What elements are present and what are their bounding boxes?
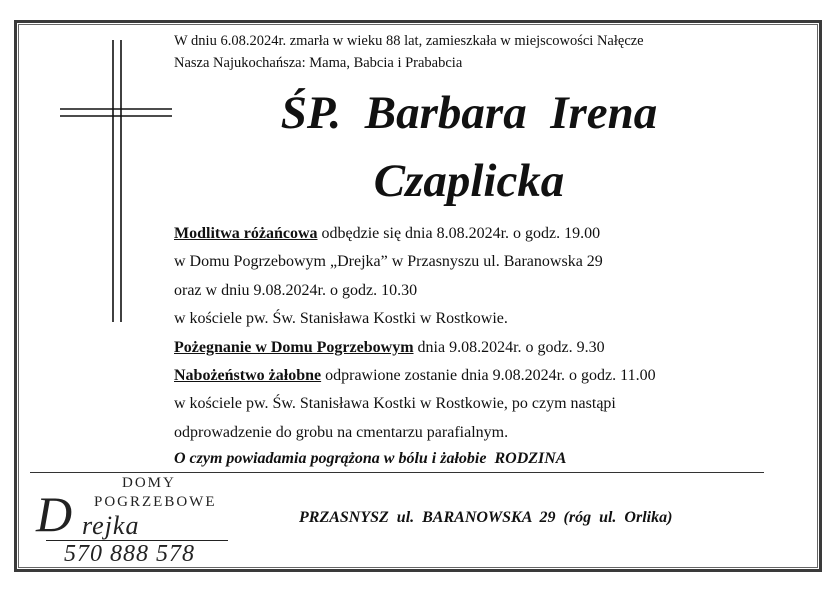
funeral-home-address: PRZASNYSZ ul. BARANOWSKA 29 (róg ul. Orlika) [299, 509, 673, 526]
intro-text [174, 30, 644, 74]
logo-rejka: rejka [82, 511, 140, 540]
rosary-label: Modlitwa różańcowa [174, 225, 318, 242]
rosary-text: odbędzie się dnia 8.08.2024r. o godz. 19.00 [317, 225, 601, 242]
logo-domy: DOMY [122, 475, 176, 491]
rosary-line [174, 220, 656, 248]
farewell-text: dnia 9.08.2024r. o godz. 9.30 [413, 338, 605, 356]
ceremony-details [174, 220, 656, 447]
ceremony-line-8: w kościele pw. Św. Stanisława Kostki w Rostkowie, po czym nastąpi [174, 395, 616, 413]
intro-line-2: Nasza Najukochańsza: Mama, Babcia i Prababcia [174, 55, 463, 71]
ceremony-line-2: w Domu Pogrzebowym „Drejka” w Przasnyszu ul. Baranowska 29 [174, 253, 603, 271]
ceremony-line-4: w kościele pw. Św. Stanisława Kostki w Rostkowie. [174, 310, 508, 328]
logo-d-letter: D [36, 486, 73, 542]
farewell-line [174, 334, 656, 362]
cross-icon [0, 0, 200, 340]
service-line [174, 362, 656, 390]
deceased-name-line-2: Czaplicka [373, 155, 565, 207]
closing-text: O czym powiadamia pogrążona w bólu i żałobie RODZINA [174, 450, 567, 467]
logo-phone: 570 888 578 [64, 541, 195, 567]
logo-pogrzebowe: POGRZEBOWE [94, 494, 217, 510]
farewell-label: Pożegnanie w Domu Pogrzebowym [174, 338, 414, 356]
ceremony-line-9: odprowadzenie do grobu na cmentarzu parafialnym. [174, 423, 509, 441]
deceased-name-line-1: ŚP. Barbara Irena [280, 87, 658, 139]
ceremony-line-3: oraz w dniu 9.08.2024r. o godz. 10.30 [174, 281, 418, 299]
service-text: odprawione zostanie dnia 9.08.2024r. o godz. 11.00 [321, 367, 656, 385]
intro-line-1: W dniu 6.08.2024r. zmarła w wieku 88 lat, zamieszkała w miejscowości Nałęcze [174, 33, 644, 49]
divider [30, 472, 764, 473]
service-label: Nabożeństwo żałobne [174, 367, 322, 385]
funeral-home-logo [34, 475, 244, 567]
